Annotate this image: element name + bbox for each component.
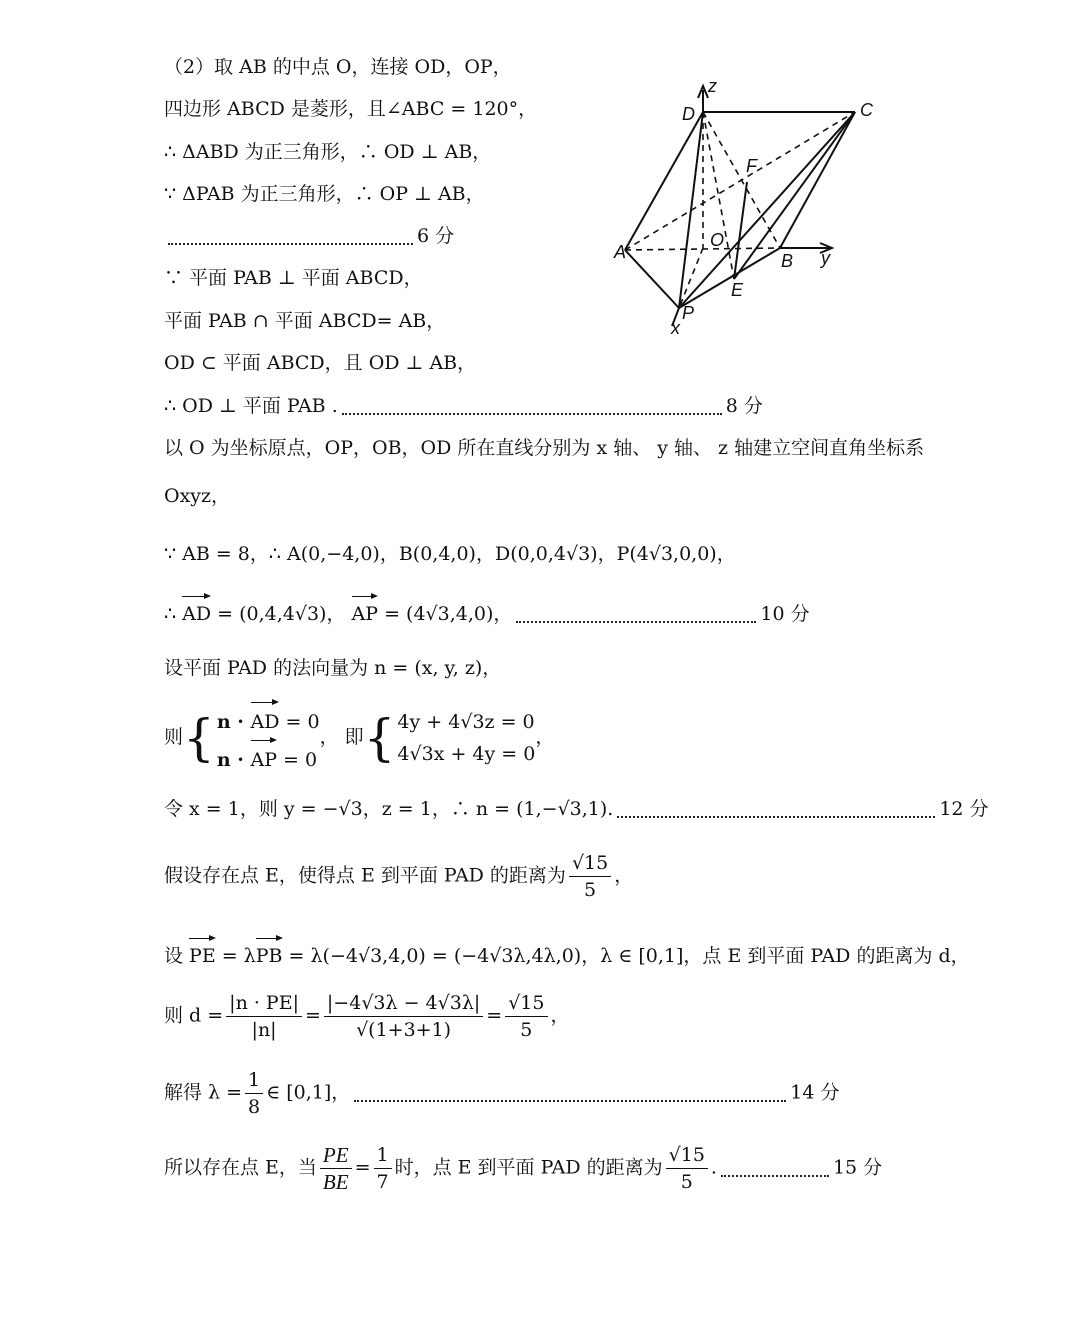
line-16 [164, 795, 989, 823]
score-8: 8 分 [725, 395, 763, 417]
line-7: 平面 PAB ∩ 平面 ABCD= AB， [164, 310, 446, 332]
eq-1-vec: AD [251, 700, 280, 738]
line-20-end: ∈ [0,1]， [266, 1081, 351, 1104]
line-18-rest: = λ(−4√3,4,0) = (−4√3λ,4λ,0)，λ ∈ [0,1]，点 E 到平面 PAD 的距离为 d， [282, 945, 970, 967]
fraction-sqrt15-over-5 [569, 850, 611, 903]
ze-label: 则 [164, 726, 184, 748]
edge-DA [625, 112, 703, 250]
system-2 [397, 706, 535, 770]
frac-num: |−4√3λ − 4√3λ| [324, 990, 483, 1017]
line-3: ∴ ΔABD 为正三角形，∴ OD ⊥ AB， [164, 141, 492, 163]
line-19-prefix: 则 d = [164, 1004, 224, 1027]
eq-4: 4√3x + 4y = 0 [397, 743, 536, 765]
line-16-text: 令 x = 1，则 y = −√3，z = 1，∴ n = (1,−√3,1). [164, 798, 614, 820]
equals-sign: = [486, 1004, 503, 1027]
eq-1 [217, 700, 320, 738]
vector-ad: AD [182, 594, 211, 628]
equals-sign: = [304, 1004, 321, 1027]
fraction-sqrt15-over-5 [505, 990, 547, 1043]
frac-den: √(1+3+1) [356, 1019, 452, 1041]
frac-den: BE [322, 1170, 349, 1194]
label-O: O [710, 230, 725, 250]
frac-num: √15 [666, 1142, 708, 1169]
score-15: 15 分 [832, 1156, 883, 1179]
score-10: 10 分 [760, 603, 810, 625]
label-x: x [671, 318, 680, 338]
frac-num: √15 [505, 990, 547, 1017]
system-1 [217, 700, 320, 776]
line-17-text: 假设存在点 E，使得点 E 到平面 PAD 的距离为 [164, 864, 566, 887]
segment-DE-dashed [703, 112, 734, 279]
fraction-distance-def [226, 990, 302, 1043]
left-brace-2: { [363, 709, 396, 767]
eq-2-rhs: = 0 [277, 749, 318, 771]
vector-ap: AP [352, 594, 379, 628]
fraction-sqrt15-over-5 [666, 1142, 708, 1195]
frac-den: 5 [520, 1019, 533, 1041]
equals-sign: = [354, 1156, 371, 1179]
line-17-end: ， [614, 864, 634, 887]
line-17 [164, 850, 633, 903]
line-14: 设平面 PAD 的法向量为 n = (x, y, z)， [164, 657, 502, 679]
score-14: 14 分 [790, 1081, 840, 1104]
line-21-mid: 时，点 E 到平面 PAD 的距离为 [394, 1156, 663, 1179]
line-13-mid: = (0,4,4√3)， [211, 603, 352, 625]
lambda-eq: = λ [215, 945, 256, 967]
edge-EC [734, 112, 855, 279]
line-20-text: 解得 λ = [164, 1081, 243, 1104]
frac-num: √15 [569, 850, 611, 877]
fraction-distance-calc [324, 990, 483, 1043]
fraction-one-eighth [245, 1067, 263, 1120]
edge-AP [625, 250, 679, 308]
label-z: z [708, 76, 717, 96]
edge-PC [679, 112, 855, 308]
dot-leader [721, 1161, 829, 1177]
line-8: OD ⊂ 平面 ABCD，且 OD ⊥ AB， [164, 352, 477, 374]
score-6: 6 分 [417, 225, 455, 247]
eq-2-vec: AP [251, 738, 278, 776]
line-5 [164, 222, 454, 250]
line-21-text: 所以存在点 E，当 [164, 1156, 317, 1179]
line-15-system [164, 700, 554, 776]
dot-leader [516, 607, 756, 623]
line-12: ∵ AB = 8，∴ A(0,−4,0)，B(0,4,0)，D(0,0,4√3)，P(4√3,0,0)， [164, 543, 736, 565]
fraction-pe-over-be [320, 1142, 352, 1195]
dot-leader [168, 229, 413, 245]
frac-num: |n · PE| [226, 990, 302, 1017]
frac-den: 5 [584, 879, 597, 901]
line-21 [164, 1142, 882, 1195]
system-end: ， [535, 726, 555, 748]
geometry-figure [600, 72, 890, 342]
edge-CB [780, 112, 855, 248]
label-y: y [821, 248, 830, 268]
frac-num: 1 [245, 1067, 263, 1094]
ji-label: ， 即 [319, 726, 364, 748]
frac-den: |n| [251, 1019, 277, 1041]
line-6: ∵ 平面 PAB ⊥ 平面 ABCD， [164, 267, 423, 289]
eq-3: 4y + 4√3z = 0 [397, 711, 535, 733]
vector-pb: PB [256, 936, 283, 970]
frac-den: 8 [248, 1096, 261, 1118]
line-18 [164, 936, 970, 970]
frac-den: 7 [376, 1171, 389, 1193]
vector-pe: PE [189, 936, 216, 970]
eq-1-rhs: = 0 [279, 711, 320, 733]
label-B: B [781, 251, 794, 271]
label-P: P [682, 303, 695, 323]
eq-2-n: n · [216, 749, 251, 771]
frac-den: 5 [680, 1171, 693, 1193]
frac-num: PE [320, 1142, 352, 1169]
line-13 [164, 594, 810, 628]
line-13-end: = (4√3,4,0)， [378, 603, 513, 625]
label-E: E [731, 280, 744, 300]
line-20 [164, 1067, 840, 1120]
line-11: Oxyz， [164, 485, 231, 507]
left-brace-1: { [183, 709, 215, 767]
dot-leader [617, 802, 935, 818]
line-9-text: ∴ OD ⊥ 平面 PAB . [164, 395, 338, 417]
line-19 [164, 990, 570, 1043]
she-label: 设 [164, 945, 190, 967]
eq-1-n: n · [216, 711, 251, 733]
frac-num: 1 [374, 1142, 392, 1169]
dot-leader [354, 1086, 786, 1102]
fraction-one-seventh [374, 1142, 392, 1195]
label-D: D [682, 104, 695, 124]
line-2: 四边形 ABCD 是菱形，且∠ABC = 120°， [164, 98, 538, 120]
line-4: ∵ ΔPAB 为正三角形，∴ OP ⊥ AB， [164, 183, 485, 205]
eq-2 [217, 738, 320, 776]
dot-leader [342, 399, 722, 415]
label-F: F [746, 156, 757, 176]
line-1: （2）取 AB 的中点 O，连接 OD，OP， [164, 56, 512, 78]
line-21-end: . [710, 1156, 717, 1179]
line-9 [164, 392, 763, 420]
score-12: 12 分 [939, 798, 989, 820]
label-A: A [614, 242, 627, 262]
line-19-end: ， [550, 1004, 570, 1027]
line-10: 以 O 为坐标原点，OP，OB，OD 所在直线分别为 x 轴、 y 轴、 z 轴建立空间直角坐标系 [164, 437, 925, 459]
label-C: C [860, 100, 873, 120]
therefore-prefix: ∴ [164, 603, 183, 625]
